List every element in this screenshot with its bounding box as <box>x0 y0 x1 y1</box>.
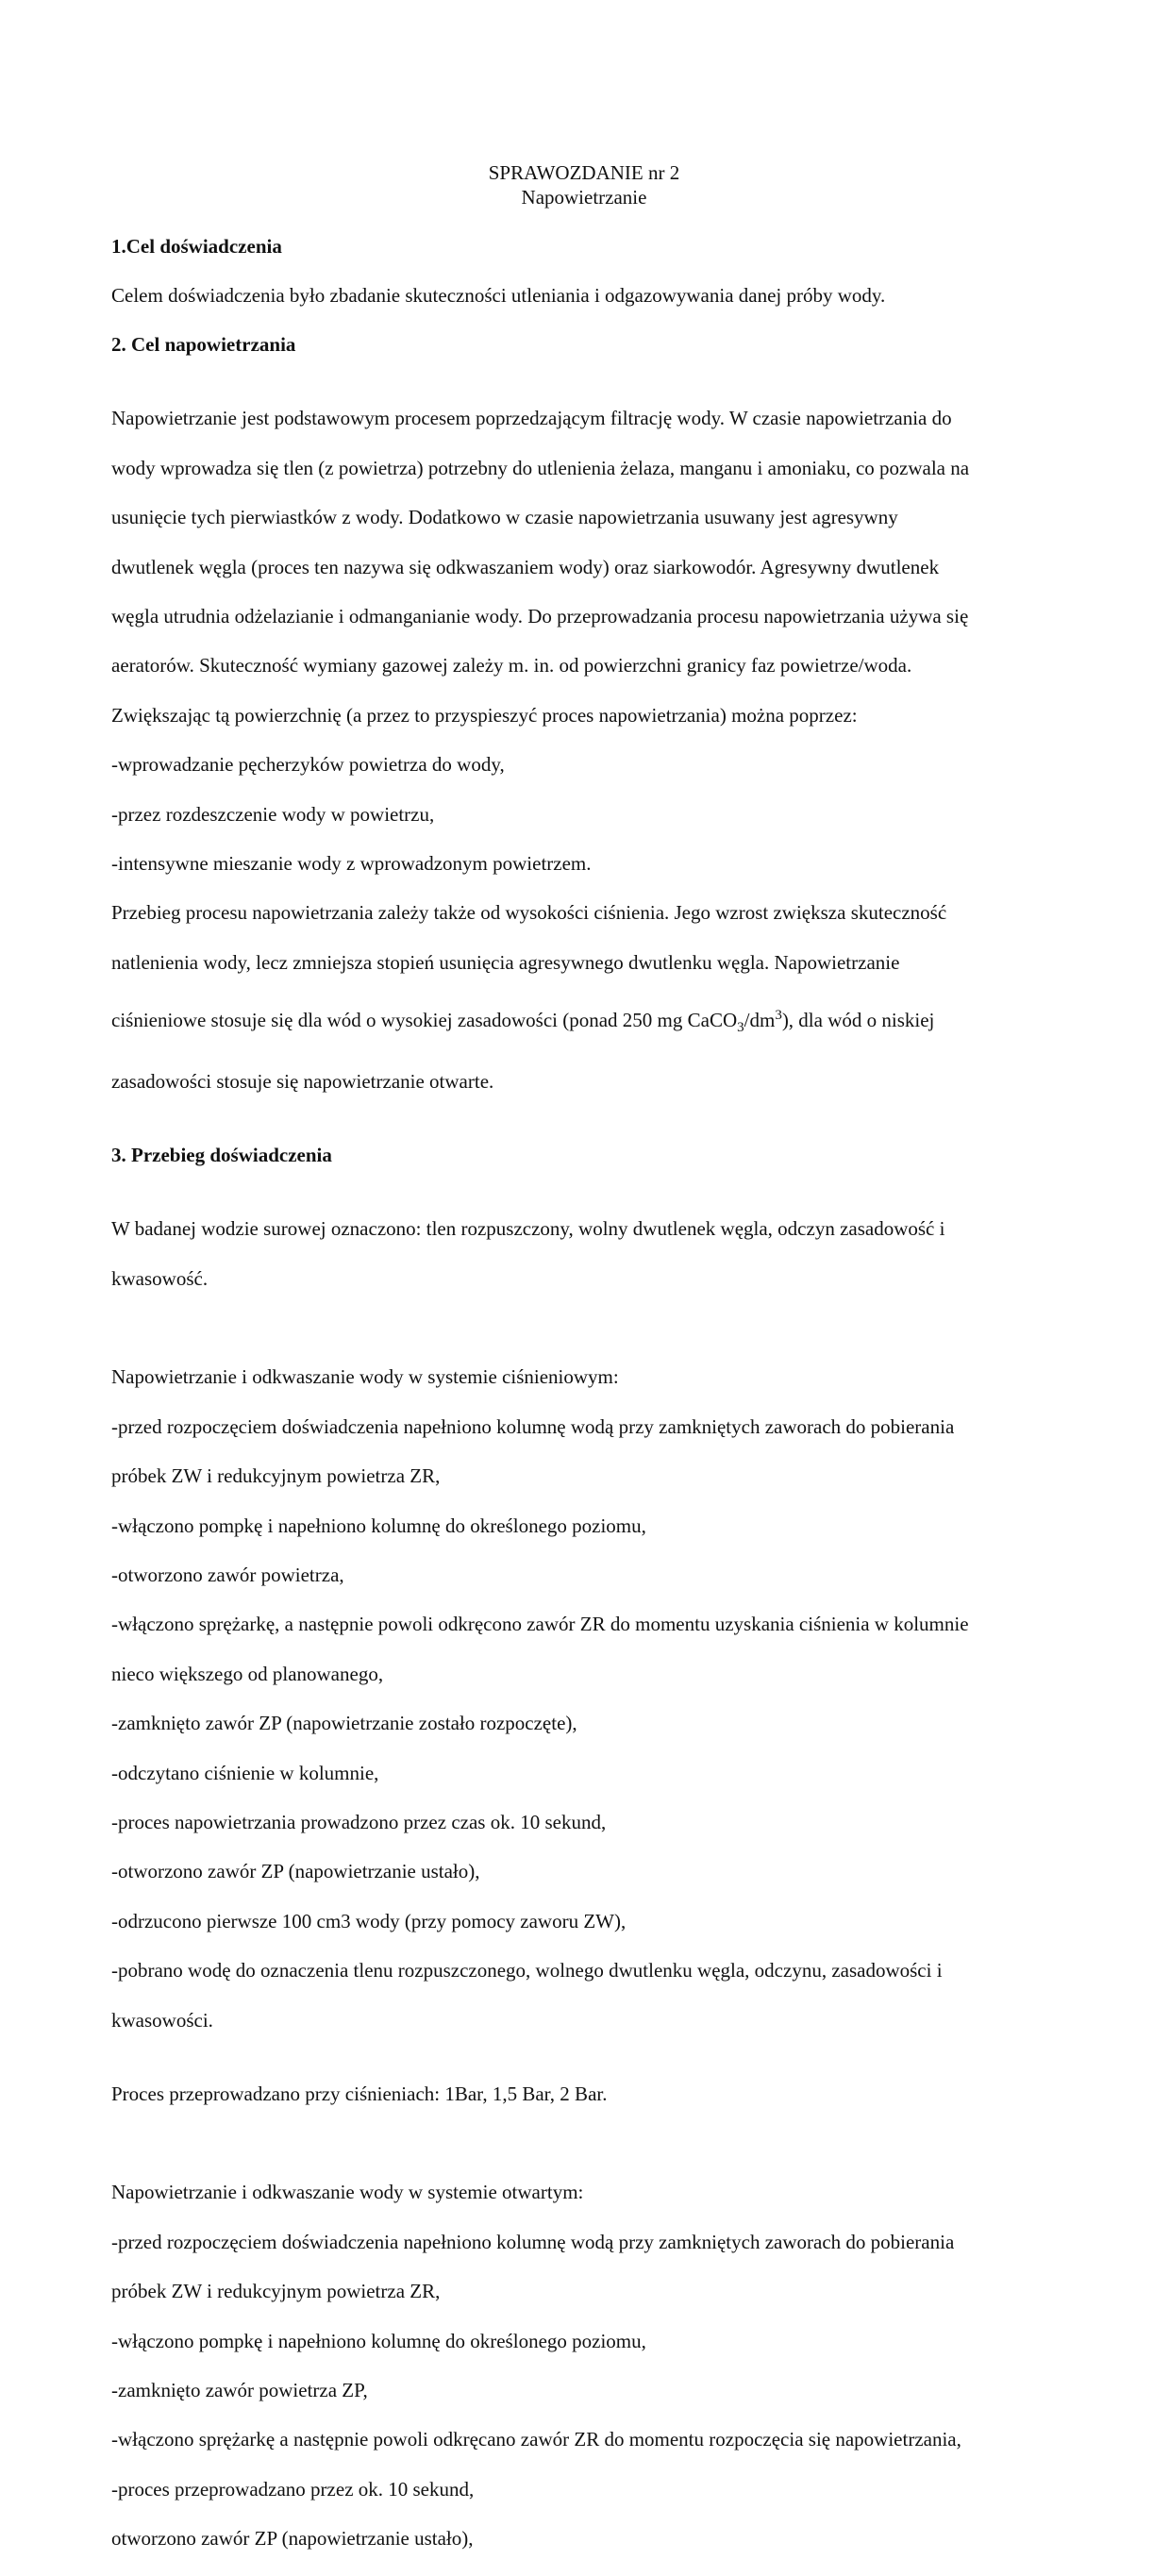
list-item: -proces napowietrzania prowadzono przez czas ok. 10 sekund, <box>111 1810 607 1833</box>
section-2-heading: 2. Cel napowietrzania <box>111 333 296 357</box>
list-item: -odrzucono pierwsze 100 cm3 wody (przy pomocy zaworu ZW), <box>111 1909 627 1932</box>
list-item: -otworzono zawór ZP (napowietrzanie ustało), <box>111 1860 480 1883</box>
formula-text-after: ), dla wód o niskiej <box>781 1009 935 1032</box>
title-block <box>111 160 1057 209</box>
text-line: Zwiększając tą powierzchnię (a przez to przyspieszyć proces napowietrzania) można poprzez: <box>111 703 858 727</box>
text-line: dwutlenek węgla (proces ten nazywa się odkwaszaniem wody) oraz siarkowodór. Agresywny dwutlenek <box>111 555 940 578</box>
section-2-paragraph <box>111 381 1057 1118</box>
list-item: -przed rozpoczęciem doświadczenia napełniono kolumnę wodą przy zamkniętych zaworach do pobierania <box>111 2230 955 2253</box>
list-item: -otworzono zawór powietrza, <box>111 1563 344 1586</box>
list-item: -odczytano ciśnienie w kolumnie, <box>111 1761 379 1784</box>
procedure-heading: Napowietrzanie i odkwaszanie wody w systemie ciśnieniowym: <box>111 1365 619 1389</box>
text-line: usunięcie tych pierwiastków z wody. Dodatkowo w czasie napowietrzania usuwany jest agresywny <box>111 506 898 529</box>
list-item: -zamknięto zawór powietrza ZP, <box>111 2379 368 2402</box>
pressures-text: Proces przeprowadzano przy ciśnieniach: 1Bar, 1,5 Bar, 2 Bar. <box>111 2082 608 2105</box>
formula-unit: /dm <box>744 1009 776 1032</box>
formula-text-before: ciśnieniowe stosuje się dla wód o wysokiej zasadowości (ponad 250 mg CaCO <box>111 1009 738 1032</box>
section-1-heading: 1.Cel doświadczenia <box>111 235 282 258</box>
report-title: SPRAWOZDANIE nr 2 <box>488 161 680 184</box>
section-3-intro <box>111 1192 1057 1315</box>
section-3-heading: 3. Przebieg doświadczenia <box>111 1144 332 1167</box>
list-item: kwasowości. <box>111 2008 213 2032</box>
list-item: -przed rozpoczęciem doświadczenia napełniono kolumnę wodą przy zamkniętych zaworach do pobierania <box>111 1414 955 1438</box>
list-item: -włączono sprężarkę a następnie powoli odkręcano zawór ZR do momentu rozpoczęcia się napowietrzania, <box>111 2428 961 2451</box>
text-line: aeratorów. Skuteczność wymiany gazowej zależy m. in. od powierzchni granicy faz powietrze/woda. <box>111 654 912 677</box>
list-item: -zamknięto zawór ZP (napowietrzanie zostało rozpoczęte), <box>111 1712 577 1735</box>
formula-line <box>111 999 1057 1044</box>
text-line: zasadowości stosuje się napowietrzanie otwarte. <box>111 1069 494 1093</box>
list-item: -proces przeprowadzano przez ok. 10 sekund, <box>111 2477 475 2501</box>
list-item: próbek ZW i redukcyjnym powietrza ZR, <box>111 2280 441 2303</box>
open-system-procedure <box>111 2155 1057 2575</box>
list-item: -włączono pompkę i napełniono kolumnę do określonego poziomu, <box>111 1514 646 1537</box>
text-line: wody wprowadza się tlen (z powietrza) potrzebny do utlenienia żelaza, manganu i amoniaku, co pozwala na <box>111 456 970 479</box>
list-item: próbek ZW i redukcyjnym powietrza ZR, <box>111 1464 441 1488</box>
list-item: -intensywne mieszanie wody z wprowadzonym powietrzem. <box>111 852 592 876</box>
pressure-system-procedure <box>111 1340 1057 2057</box>
section-1-text: Celem doświadczenia było zbadanie skuteczności utleniania i odgazowywania danej próby wody. <box>111 284 886 307</box>
list-item: -wprowadzanie pęcherzyków powietrza do wody, <box>111 753 505 777</box>
report-subtitle: Napowietrzanie <box>521 186 647 209</box>
text-line: Napowietrzanie jest podstawowym procesem poprzedzającym filtrację wody. W czasie napowietrzania do <box>111 407 952 430</box>
list-item: nieco większego od planowanego, <box>111 1662 384 1685</box>
text-line: węgla utrudnia odżelazianie i odmanganianie wody. Do przeprowadzania procesu napowietrzania używa się <box>111 605 969 628</box>
list-item: -włączono sprężarkę, a następnie powoli odkręcono zawór ZR do momentu uzyskania ciśnienia w kolumnie <box>111 1613 969 1636</box>
list-item: -pobrano wodę do oznaczenia tlenu rozpuszczonego, wolnego dwutlenku węgla, odczynu, zasadowości i <box>111 1959 943 1982</box>
list-item: -włączono pompkę i napełniono kolumnę do określonego poziomu, <box>111 2329 646 2352</box>
procedure-heading: Napowietrzanie i odkwaszanie wody w systemie otwartym: <box>111 2181 584 2204</box>
text-line: kwasowość. <box>111 1266 209 1290</box>
text-line: natlenienia wody, lecz zmniejsza stopień usunięcia agresywnego dwutlenku węgla. Napowietrzanie <box>111 950 900 974</box>
formula-subscript: 3 <box>737 1020 744 1036</box>
text-line: Przebieg procesu napowietrzania zależy także od wysokości ciśnienia. Jego wzrost zwiększa skuteczność <box>111 901 947 925</box>
text-line: W badanej wodzie surowej oznaczono: tlen rozpuszczony, wolny dwutlenek węgla, odczyn zasadowość i <box>111 1217 945 1241</box>
formula-superscript: 3 <box>775 1008 782 1024</box>
list-item: -przez rozdeszczenie wody w powietrzu, <box>111 802 435 826</box>
list-item: otworzono zawór ZP (napowietrzanie ustało), <box>111 2527 474 2551</box>
